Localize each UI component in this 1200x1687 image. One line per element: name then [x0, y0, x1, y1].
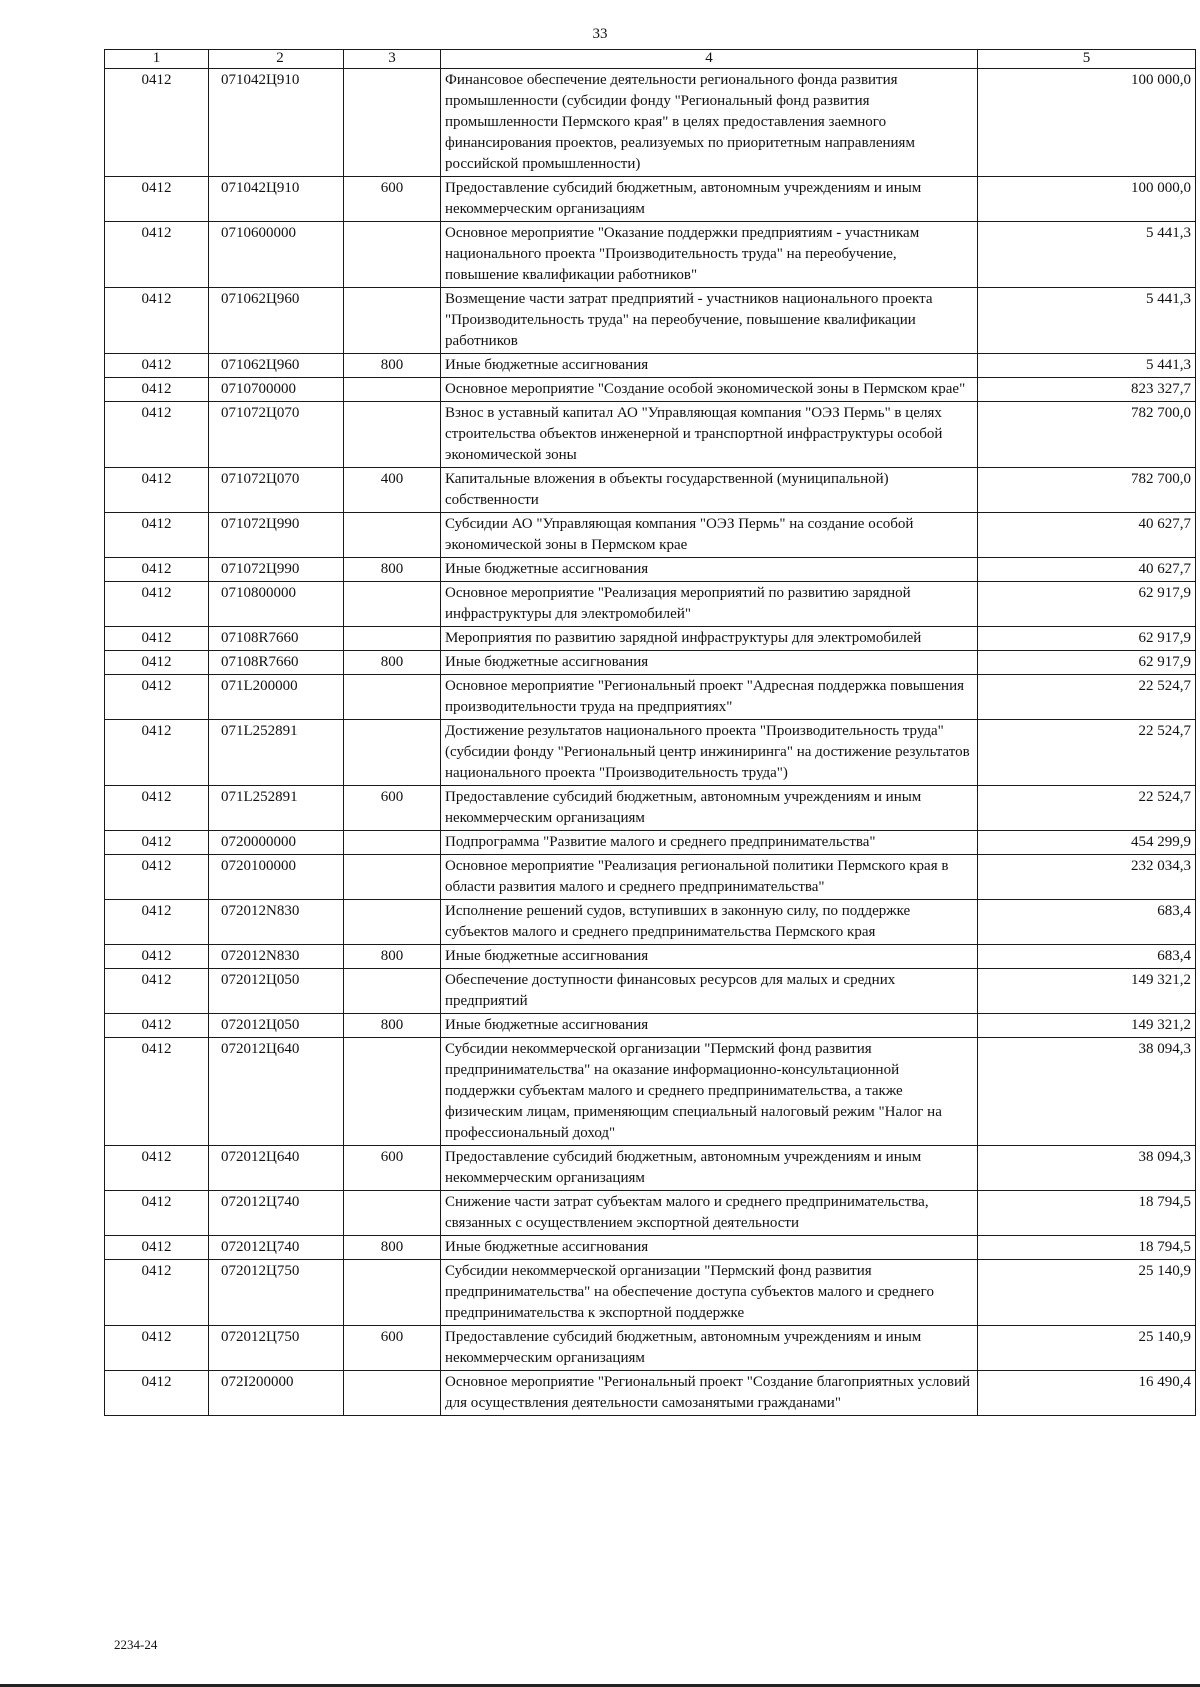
description-cell: Предоставление субсидий бюджетным, автономным учреждениям и иным некоммерческим организациям: [441, 177, 978, 222]
column-header-1: 1: [105, 50, 209, 69]
description-cell: Предоставление субсидий бюджетным, автономным учреждениям и иным некоммерческим организациям: [441, 1326, 978, 1371]
section-code-cell: 0412: [105, 513, 209, 558]
expense-type-cell: [344, 855, 441, 900]
table-row: [105, 1236, 1196, 1260]
section-code-cell: 0412: [105, 354, 209, 378]
table-header-row: [105, 50, 1196, 69]
target-article-cell: 072012Ц050: [209, 1014, 344, 1038]
target-article-cell: 071062Ц960: [209, 354, 344, 378]
target-article-cell: 071L200000: [209, 675, 344, 720]
expense-type-cell: [344, 582, 441, 627]
section-code-cell: 0412: [105, 468, 209, 513]
expense-type-cell: [344, 1260, 441, 1326]
table-row: [105, 402, 1196, 468]
target-article-cell: 07108R7660: [209, 627, 344, 651]
expense-type-cell: 600: [344, 1146, 441, 1191]
section-code-cell: 0412: [105, 1038, 209, 1146]
target-article-cell: 072012N830: [209, 900, 344, 945]
section-code-cell: 0412: [105, 831, 209, 855]
section-code-cell: 0412: [105, 1146, 209, 1191]
section-code-cell: 0412: [105, 969, 209, 1014]
amount-cell: 62 917,9: [978, 627, 1196, 651]
expense-type-cell: [344, 1038, 441, 1146]
expense-type-cell: 600: [344, 1326, 441, 1371]
amount-cell: 40 627,7: [978, 558, 1196, 582]
budget-table: [104, 49, 1196, 1416]
table-row: [105, 378, 1196, 402]
description-cell: Подпрограмма "Развитие малого и среднего предпринимательства": [441, 831, 978, 855]
description-cell: Основное мероприятие "Региональный проект "Создание благоприятных условий для осуществления деятельности самозанятыми гражданами": [441, 1371, 978, 1416]
section-code-cell: 0412: [105, 69, 209, 177]
description-cell: Предоставление субсидий бюджетным, автономным учреждениям и иным некоммерческим организациям: [441, 1146, 978, 1191]
target-article-cell: 071072Ц070: [209, 402, 344, 468]
target-article-cell: 07108R7660: [209, 651, 344, 675]
amount-cell: 25 140,9: [978, 1260, 1196, 1326]
description-cell: Основное мероприятие "Реализация мероприятий по развитию зарядной инфраструктуры для электромобилей": [441, 582, 978, 627]
expense-type-cell: 800: [344, 558, 441, 582]
table-row: [105, 1371, 1196, 1416]
description-cell: Основное мероприятие "Реализация региональной политики Пермского края в области развития малого и среднего предпринимательства": [441, 855, 978, 900]
expense-type-cell: [344, 969, 441, 1014]
section-code-cell: 0412: [105, 945, 209, 969]
table-row: [105, 627, 1196, 651]
expense-type-cell: [344, 402, 441, 468]
description-cell: Исполнение решений судов, вступивших в законную силу, по поддержке субъектов малого и среднего предпринимательства Пермского края: [441, 900, 978, 945]
amount-cell: 5 441,3: [978, 354, 1196, 378]
expense-type-cell: [344, 720, 441, 786]
section-code-cell: 0412: [105, 1191, 209, 1236]
description-cell: Иные бюджетные ассигнования: [441, 651, 978, 675]
amount-cell: 100 000,0: [978, 177, 1196, 222]
section-code-cell: 0412: [105, 1371, 209, 1416]
target-article-cell: 0710600000: [209, 222, 344, 288]
table-row: [105, 288, 1196, 354]
section-code-cell: 0412: [105, 855, 209, 900]
target-article-cell: 072012Ц640: [209, 1038, 344, 1146]
amount-cell: 25 140,9: [978, 1326, 1196, 1371]
column-header-5: 5: [978, 50, 1196, 69]
table-row: [105, 222, 1196, 288]
amount-cell: 683,4: [978, 945, 1196, 969]
table-row: [105, 69, 1196, 177]
amount-cell: 22 524,7: [978, 675, 1196, 720]
amount-cell: 149 321,2: [978, 969, 1196, 1014]
amount-cell: 18 794,5: [978, 1236, 1196, 1260]
target-article-cell: 071072Ц990: [209, 513, 344, 558]
target-article-cell: 071L252891: [209, 786, 344, 831]
table-row: [105, 513, 1196, 558]
table-row: [105, 582, 1196, 627]
expense-type-cell: [344, 675, 441, 720]
description-cell: Субсидии некоммерческой организации "Пермский фонд развития предпринимательства" на обеспечение доступа субъектов малого и среднего предпринимательства к экспортной поддержке: [441, 1260, 978, 1326]
description-cell: Предоставление субсидий бюджетным, автономным учреждениям и иным некоммерческим организациям: [441, 786, 978, 831]
expense-type-cell: [344, 627, 441, 651]
table-row: [105, 1146, 1196, 1191]
description-cell: Основное мероприятие "Создание особой экономической зоны в Пермском крае": [441, 378, 978, 402]
target-article-cell: 0720000000: [209, 831, 344, 855]
section-code-cell: 0412: [105, 558, 209, 582]
target-article-cell: 071042Ц910: [209, 69, 344, 177]
description-cell: Обеспечение доступности финансовых ресурсов для малых и средних предприятий: [441, 969, 978, 1014]
target-article-cell: 071L252891: [209, 720, 344, 786]
section-code-cell: 0412: [105, 177, 209, 222]
target-article-cell: 071062Ц960: [209, 288, 344, 354]
table-row: [105, 786, 1196, 831]
expense-type-cell: [344, 222, 441, 288]
section-code-cell: 0412: [105, 1260, 209, 1326]
table-row: [105, 651, 1196, 675]
expense-type-cell: [344, 1191, 441, 1236]
description-cell: Мероприятия по развитию зарядной инфраструктуры для электромобилей: [441, 627, 978, 651]
expense-type-cell: 800: [344, 945, 441, 969]
description-cell: Основное мероприятие "Оказание поддержки предприятиям - участникам национального проекта "Производительность труда" на переобучение, повышение квалификации работников": [441, 222, 978, 288]
section-code-cell: 0412: [105, 582, 209, 627]
amount-cell: 18 794,5: [978, 1191, 1196, 1236]
expense-type-cell: 400: [344, 468, 441, 513]
amount-cell: 38 094,3: [978, 1038, 1196, 1146]
target-article-cell: 072012N830: [209, 945, 344, 969]
section-code-cell: 0412: [105, 288, 209, 354]
target-article-cell: 0710700000: [209, 378, 344, 402]
amount-cell: 40 627,7: [978, 513, 1196, 558]
amount-cell: 62 917,9: [978, 582, 1196, 627]
description-cell: Возмещение части затрат предприятий - участников национального проекта "Производительность труда" на переобучение, повышение квалификации работников: [441, 288, 978, 354]
table-row: [105, 900, 1196, 945]
expense-type-cell: [344, 69, 441, 177]
section-code-cell: 0412: [105, 675, 209, 720]
section-code-cell: 0412: [105, 1326, 209, 1371]
target-article-cell: 072012Ц640: [209, 1146, 344, 1191]
description-cell: Иные бюджетные ассигнования: [441, 558, 978, 582]
description-cell: Субсидии некоммерческой организации "Пермский фонд развития предпринимательства" на оказание информационно-консультационной поддержки субъектам малого и среднего предпринимательства, а также физическим лицам, применяющим специальный налоговый режим "Налог на профессиональный доход": [441, 1038, 978, 1146]
expense-type-cell: 800: [344, 651, 441, 675]
expense-type-cell: 600: [344, 177, 441, 222]
table-row: [105, 945, 1196, 969]
amount-cell: 100 000,0: [978, 69, 1196, 177]
target-article-cell: 072I200000: [209, 1371, 344, 1416]
expense-type-cell: [344, 513, 441, 558]
table-row: [105, 354, 1196, 378]
amount-cell: 5 441,3: [978, 288, 1196, 354]
table-row: [105, 1260, 1196, 1326]
table-row: [105, 855, 1196, 900]
section-code-cell: 0412: [105, 222, 209, 288]
description-cell: Финансовое обеспечение деятельности регионального фонда развития промышленности (субсидии фонду "Региональный фонд развития промышленности Пермского края" в целях предоставления заемного финансирования проектов, реализуемых по приоритетным направлениям российской промышленности): [441, 69, 978, 177]
table-row: [105, 720, 1196, 786]
amount-cell: 782 700,0: [978, 468, 1196, 513]
amount-cell: 22 524,7: [978, 786, 1196, 831]
column-header-4: 4: [441, 50, 978, 69]
section-code-cell: 0412: [105, 786, 209, 831]
table-row: [105, 177, 1196, 222]
target-article-cell: 0710800000: [209, 582, 344, 627]
table-row: [105, 1326, 1196, 1371]
footer-document-code: 2234-24: [114, 1637, 158, 1652]
table-row: [105, 1014, 1196, 1038]
table-row: [105, 1038, 1196, 1146]
section-code-cell: 0412: [105, 378, 209, 402]
amount-cell: 823 327,7: [978, 378, 1196, 402]
column-header-3: 3: [344, 50, 441, 69]
expense-type-cell: [344, 1371, 441, 1416]
description-cell: Субсидии АО "Управляющая компания "ОЭЗ Пермь" на создание особой экономической зоны в Пермском крае: [441, 513, 978, 558]
section-code-cell: 0412: [105, 627, 209, 651]
description-cell: Достижение результатов национального проекта "Производительность труда" (субсидии фонду "Региональный центр инжиниринга" на достижение результатов национального проекта "Производительность труда"): [441, 720, 978, 786]
column-header-2: 2: [209, 50, 344, 69]
description-cell: Иные бюджетные ассигнования: [441, 1236, 978, 1260]
description-cell: Иные бюджетные ассигнования: [441, 354, 978, 378]
target-article-cell: 072012Ц740: [209, 1191, 344, 1236]
target-article-cell: 071072Ц990: [209, 558, 344, 582]
target-article-cell: 072012Ц740: [209, 1236, 344, 1260]
amount-cell: 38 094,3: [978, 1146, 1196, 1191]
amount-cell: 16 490,4: [978, 1371, 1196, 1416]
table-row: [105, 558, 1196, 582]
expense-type-cell: 800: [344, 1236, 441, 1260]
target-article-cell: 0720100000: [209, 855, 344, 900]
expense-type-cell: [344, 900, 441, 945]
amount-cell: 22 524,7: [978, 720, 1196, 786]
amount-cell: 149 321,2: [978, 1014, 1196, 1038]
expense-type-cell: [344, 288, 441, 354]
table-row: [105, 831, 1196, 855]
target-article-cell: 072012Ц050: [209, 969, 344, 1014]
table-body: [105, 69, 1196, 1416]
amount-cell: 5 441,3: [978, 222, 1196, 288]
amount-cell: 782 700,0: [978, 402, 1196, 468]
expense-type-cell: [344, 378, 441, 402]
description-cell: Капитальные вложения в объекты государственной (муниципальной) собственности: [441, 468, 978, 513]
table-row: [105, 1191, 1196, 1236]
target-article-cell: 072012Ц750: [209, 1260, 344, 1326]
expense-type-cell: 600: [344, 786, 441, 831]
section-code-cell: 0412: [105, 720, 209, 786]
target-article-cell: 072012Ц750: [209, 1326, 344, 1371]
expense-type-cell: 800: [344, 1014, 441, 1038]
description-cell: Иные бюджетные ассигнования: [441, 1014, 978, 1038]
section-code-cell: 0412: [105, 651, 209, 675]
amount-cell: 683,4: [978, 900, 1196, 945]
amount-cell: 62 917,9: [978, 651, 1196, 675]
table-row: [105, 675, 1196, 720]
description-cell: Основное мероприятие "Региональный проект "Адресная поддержка повышения производительности труда на предприятиях": [441, 675, 978, 720]
expense-type-cell: [344, 831, 441, 855]
target-article-cell: 071072Ц070: [209, 468, 344, 513]
section-code-cell: 0412: [105, 1014, 209, 1038]
description-cell: Иные бюджетные ассигнования: [441, 945, 978, 969]
page-number: 33: [592, 26, 608, 42]
table-row: [105, 969, 1196, 1014]
section-code-cell: 0412: [105, 900, 209, 945]
section-code-cell: 0412: [105, 1236, 209, 1260]
table-row: [105, 468, 1196, 513]
amount-cell: 232 034,3: [978, 855, 1196, 900]
target-article-cell: 071042Ц910: [209, 177, 344, 222]
description-cell: Снижение части затрат субъектам малого и среднего предпринимательства, связанных с осуществлением экспортной деятельности: [441, 1191, 978, 1236]
section-code-cell: 0412: [105, 402, 209, 468]
description-cell: Взнос в уставный капитал АО "Управляющая компания "ОЭЗ Пермь" в целях строительства объектов инженерной и транспортной инфраструктуры особой экономической зоны: [441, 402, 978, 468]
expense-type-cell: 800: [344, 354, 441, 378]
amount-cell: 454 299,9: [978, 831, 1196, 855]
